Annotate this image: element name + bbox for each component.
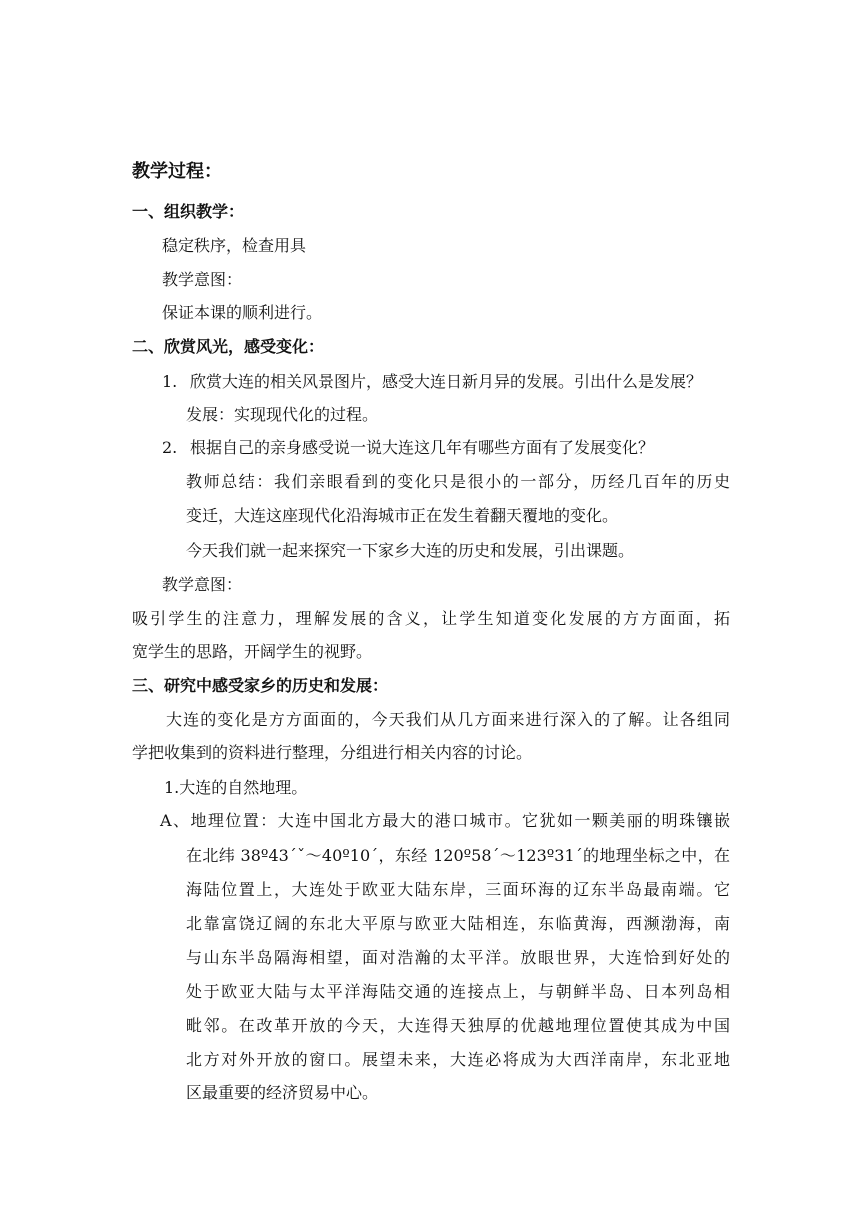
- paragraph: 海陆位置上，大连处于欧亚大陆东岸，三面环海的辽东半岛最南端。它: [186, 880, 730, 899]
- heading: 教学过程：: [132, 161, 222, 182]
- list-item-text: 欣赏大连的相关风景图片，感受大连日新月异的发展。引出什么是发展？: [190, 372, 703, 391]
- paragraph: 北靠富饶辽阔的东北大平原与欧亚大陆相连，东临黄海，西濒渤海，南: [186, 914, 730, 933]
- paragraph: 在北纬 38º43΄ˇ～40º10΄，东经 120º58΄～123º31΄的地理坐标之中，在: [186, 846, 730, 865]
- paragraph: 稳定秩序，检查用具: [162, 236, 307, 255]
- list-number: 1.: [162, 372, 178, 391]
- paragraph: 区最重要的经济贸易中心。: [186, 1083, 379, 1102]
- paragraph: A、地理位置：大连中国北方最大的港口城市。它犹如一颗美丽的明珠镶嵌: [160, 811, 730, 830]
- section-2-title: 二、欣赏风光，感受变化：: [132, 337, 325, 356]
- paragraph: 大连的变化是方方面面的，今天我们从几方面来进行深入的了解。让各组同: [166, 710, 730, 729]
- paragraph: 教师总结：我们亲眼看到的变化只是很小的一部分，历经几百年的历史: [186, 472, 730, 491]
- paragraph: 吸引学生的注意力，理解发展的含义，让学生知道变化发展的方方面面，拓: [132, 609, 730, 628]
- paragraph: 保证本课的顺利进行。: [162, 303, 323, 322]
- paragraph: 宽学生的思路，开阔学生的视野。: [132, 642, 373, 661]
- subsection-title: 1.大连的自然地理。: [164, 778, 308, 797]
- paragraph: 北方对外开放的窗口。展望未来，大连必将成为大西洋南岸，东北亚地: [186, 1050, 730, 1069]
- list-item-subtext: 发展：实现现代化的过程。: [186, 405, 379, 424]
- list-number: 2.: [162, 438, 178, 457]
- paragraph: 教学意图：: [162, 270, 243, 289]
- list-item-text: 根据自己的亲身感受说一说大连这几年有哪些方面有了发展变化？: [190, 438, 655, 457]
- section-1-title: 一、组织教学：: [132, 202, 245, 221]
- paragraph: 学把收集到的资料进行整理，分组进行相关内容的讨论。: [132, 743, 533, 762]
- paragraph: 毗邻。在改革开放的今天，大连得天独厚的优越地理位置使其成为中国: [186, 1016, 730, 1035]
- paragraph: 与山东半岛隔海相望，面对浩瀚的太平洋。放眼世界，大连恰到好处的: [186, 948, 730, 967]
- paragraph: 今天我们就一起来探究一下家乡大连的历史和发展，引出课题。: [186, 541, 635, 560]
- section-3-title: 三、研究中感受家乡的历史和发展：: [132, 676, 389, 695]
- paragraph: 处于欧亚大陆与太平洋海陆交通的连接点上，与朝鲜半岛、日本列岛相: [186, 982, 730, 1001]
- paragraph: 教学意图：: [162, 575, 243, 594]
- paragraph: 变迁，大连这座现代化沿海城市正在发生着翻天覆地的变化。: [186, 506, 619, 525]
